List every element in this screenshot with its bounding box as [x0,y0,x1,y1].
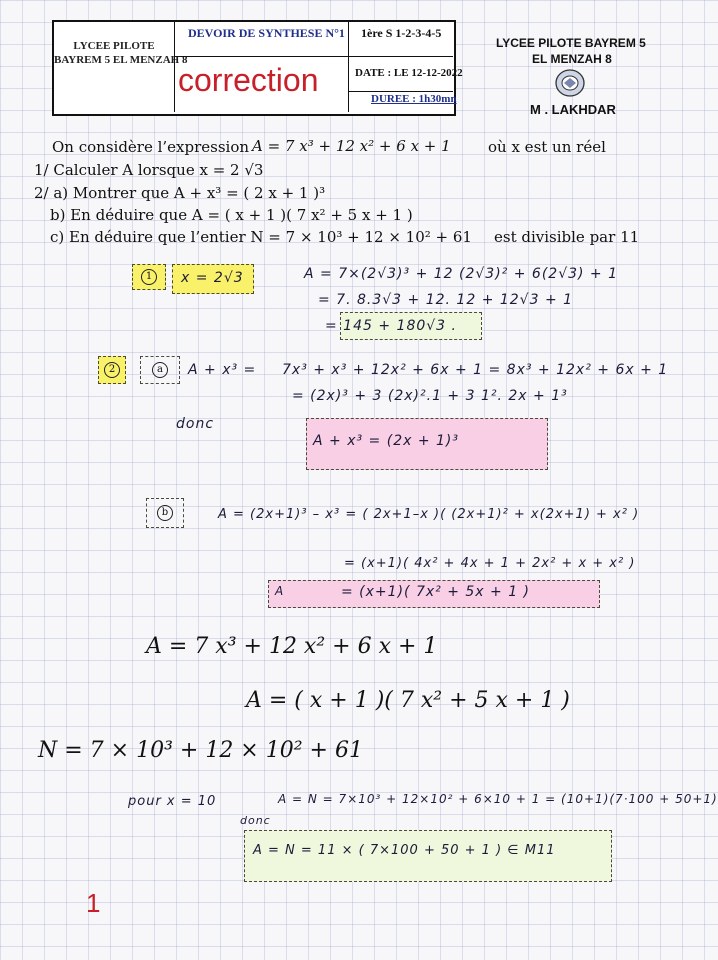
devoir-cell [174,22,349,57]
date-label: DATE : LE 12-12-2022 [355,67,463,79]
q2a-result: A + x³ = (2x + 1)³ [313,433,460,449]
duree-label: DUREE : 1h30mn [371,93,457,105]
statement-intro: On considère l’expression [52,138,250,156]
teacher-name: M . LAKHDAR [530,102,616,117]
question-2c: c) En déduire que l’entier N = 7 × 10³ + 12 × 10² + 61 [50,228,472,246]
q1-result: = 145 + 180√3 . [325,318,457,334]
q1-result-box [325,312,482,340]
q2a-marker-box [140,356,180,384]
question-1: 1/ Calculer A lorsque x = 2 √3 [34,161,264,179]
school-right-line1: LYCEE PILOTE BAYREM 5 [496,36,646,50]
q2a-result-box [306,418,548,470]
q1-x-value: x = 2√3 [181,270,244,286]
page-number: 1 [86,888,101,918]
q2b-marker-box [146,498,184,528]
typed-expression-A-factor: A = ( x + 1 )( 7 x² + 5 x + 1 ) [246,688,570,713]
donc-label-2: donc [240,814,271,827]
school-left-line2: BAYREM 5 EL MENZAH 8 [54,54,188,66]
q2a-line2: = (2x)³ + 3 (2x)².1 + 3 1². 2x + 1³ [292,388,568,404]
question-2a: 2/ a) Montrer que A + x³ = ( 2 x + 1 )³ [34,184,326,202]
header-table [52,20,463,116]
school-left-line1: LYCEE PILOTE [73,40,155,52]
duree-cell [348,90,457,112]
q1-x-box [172,264,254,294]
q1-line2: = 7. 8.3√3 + 12. 12 + 12√3 + 1 [318,292,574,308]
q2a-line1-lhs: A + x³ = [188,362,257,378]
correction-title: correction [178,62,319,98]
q2c-pour: pour x = 10 [128,794,217,809]
statement-expression: A = 7 x³ + 12 x² + 6 x + 1 [252,137,451,155]
school-right-line2: EL MENZAH 8 [532,52,612,66]
q2b-result-lhs: A [275,584,285,598]
typed-expression-A: A = 7 x³ + 12 x² + 6 x + 1 [146,634,438,659]
devoir-title: DEVOIR DE SYNTHESE N°1 [188,26,345,40]
school-cell-left [54,22,188,112]
q2c-result-box [244,830,612,882]
class-cell [348,22,453,57]
q1-marker-box [132,264,166,290]
donc-label-1: donc [176,416,215,432]
q2a-line1-rhs: 7x³ + x³ + 12x² + 6x + 1 = 8x³ + 12x² + 6x + 1 [282,362,669,378]
q2-marker: 2 [104,362,120,378]
class-label: 1ère S 1-2-3-4-5 [361,26,442,40]
q2-marker-box [98,356,126,384]
question-2b: b) En déduire que A = ( x + 1 )( 7 x² + 5 x + 1 ) [50,206,413,224]
q2b-line1: A = (2x+1)³ – x³ = ( 2x+1–x )( (2x+1)² + x(2x+1) + x² ) [218,507,640,522]
q2b-marker: b [157,505,173,521]
q2c-line: A = N = 7×10³ + 12×10² + 6×10 + 1 = (10+1)(7·100 + 50+1) [278,792,718,806]
q1-line1: A = 7×(2√3)³ + 12 (2√3)² + 6(2√3) + 1 [304,266,619,282]
q2b-line2: = (x+1)( 4x² + 4x + 1 + 2x² + x + x² ) [344,556,636,571]
statement-intro-tail: où x est un réel [488,138,606,156]
school-logo-icon [554,68,586,98]
q2c-result: A = N = 11 × ( 7×100 + 50 + 1 ) ∈ M11 [253,843,556,858]
date-cell [348,56,463,92]
q2a-marker: a [152,362,168,378]
correction-cell [174,56,348,112]
typed-expression-N: N = 7 × 10³ + 12 × 10² + 61 [38,738,363,763]
q1-marker: 1 [141,269,157,285]
question-2c-tail: est divisible par 11 [494,228,640,246]
q2b-result-box [268,580,600,608]
q2b-result-rhs: = (x+1)( 7x² + 5x + 1 ) [341,584,531,600]
